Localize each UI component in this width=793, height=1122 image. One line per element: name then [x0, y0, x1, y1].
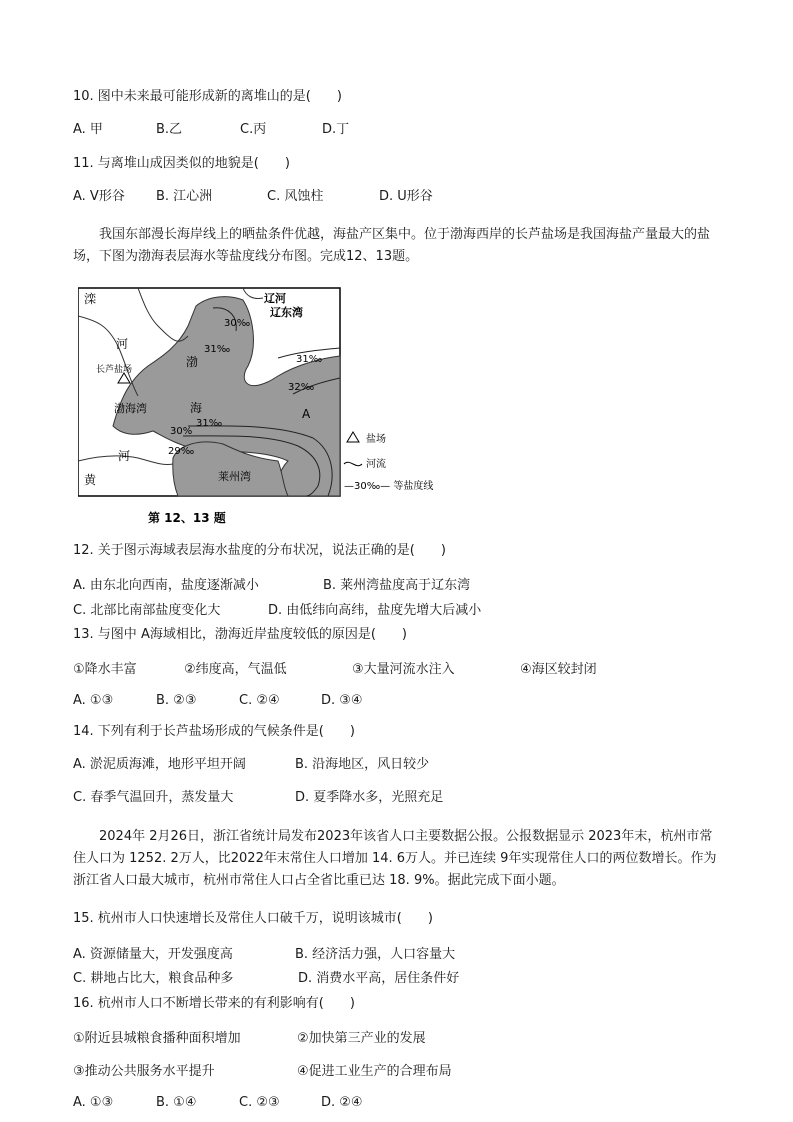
q12-option-d: D. 由低纬向高纬，盐度先增大后减小: [268, 603, 482, 618]
q16-statement-1: ①附近县城粮食播种面积增加: [73, 1031, 241, 1046]
question-11-stem: 11. 与离堆山成因类似的地貌是( ): [73, 156, 290, 171]
question-15-stem: 15. 杭州市人口快速增长及常住人口破千万，说明该城市( ): [73, 911, 433, 926]
q13-statement-2: ②纬度高，气温低: [184, 662, 287, 677]
q14-option-c: C. 春季气温回升，蒸发量大: [73, 790, 234, 805]
q14-option-d: D. 夏季降水多，光照充足: [295, 790, 444, 805]
label-A: A: [302, 407, 311, 421]
q13-option-d: D. ③④: [321, 693, 363, 708]
label-bo: 渤: [186, 355, 199, 369]
q13-option-a: A. ①③: [73, 693, 114, 708]
label-s31c: 31‰: [196, 418, 223, 429]
q16-option-b: B. ①④: [156, 1095, 197, 1110]
label-liaodongwan: 辽东湾: [270, 306, 303, 319]
q16-option-c: C. ②③: [239, 1095, 280, 1110]
q15-option-c: C. 耕地占比大，粮食品种多: [73, 971, 234, 986]
q10-option-b: B.乙: [156, 122, 183, 137]
legend-isoline: —30‰— 等盐度线: [344, 481, 434, 492]
q11-option-d: D. U形谷: [379, 189, 433, 204]
question-10-stem: 10. 图中未来最可能形成新的离堆山的是( ): [73, 89, 342, 104]
label-s31b: 31‰: [296, 354, 323, 365]
q16-statement-4: ④促进工业生产的合理布局: [297, 1064, 452, 1079]
question-16-stem: 16. 杭州市人口不断增长带来的有利影响有( ): [73, 996, 355, 1011]
q13-statement-4: ④海区较封闭: [520, 662, 597, 677]
label-s29: 29‰: [168, 446, 195, 457]
q11-option-b: B. 江心洲: [156, 189, 213, 204]
q14-option-a: A. 淤泥质海滩，地形平坦开阔: [73, 757, 246, 772]
q16-statement-2: ②加快第三产业的发展: [297, 1031, 426, 1046]
q10-option-c: C.丙: [240, 122, 267, 137]
label-he2: 河: [118, 449, 131, 463]
question-13-stem: 13. 与图中 A海域相比，渤海近岸盐度较低的原因是( ): [73, 627, 407, 642]
label-laizhouwan: 莱州湾: [218, 470, 251, 483]
q13-statement-3: ③大量河流水注入: [352, 662, 455, 677]
q10-option-a: A. 甲: [73, 122, 103, 137]
legend-river: 河流: [366, 459, 386, 470]
q16-option-d: D. ②④: [321, 1095, 363, 1110]
question-12-stem: 12. 关于图示海域表层海水盐度的分布状况，说法正确的是( ): [73, 543, 446, 558]
q13-option-c: C. ②④: [239, 693, 280, 708]
passage-hangzhou-population: 2024年 2月26日，浙江省统计局发布2023年该省人口主要数据公报。公报数据显示 2023年末，杭州市常住人口为 1252. 2万人，比2022年末常住人口增加 14. 6万人。并已连续 9年实现常住人口的两位数增长。作为浙江省人口最大城市，杭州市常住人口占全省比重已达 18. 9%。据此完成下面小题。: [73, 829, 717, 888]
q15-option-d: D. 消费水平高，居住条件好: [298, 971, 460, 986]
legend-saltfield: 盐场: [366, 434, 386, 445]
q13-option-b: B. ②③: [156, 693, 197, 708]
q14-option-b: B. 沿海地区，风日较少: [295, 757, 430, 772]
q11-option-a: A. V形谷: [73, 189, 125, 204]
label-s30a: 30‰: [224, 318, 251, 329]
label-s31a: 31‰: [204, 344, 231, 355]
label-s30b: 30%: [170, 426, 193, 437]
q13-statement-1: ①降水丰富: [73, 662, 137, 677]
q10-option-d: D.丁: [322, 122, 350, 137]
q12-option-a: A. 由东北向西南，盐度逐渐减小: [73, 578, 259, 593]
q15-option-a: A. 资源储量大，开发强度高: [73, 947, 233, 962]
q12-option-b: B. 莱州湾盐度高于辽东湾: [323, 578, 471, 593]
passage-salt-fields: 我国东部漫长海岸线上的晒盐条件优越，海盐产区集中。位于渤海西岸的长芦盐场是我国海盐产量最大的盐场，下图为渤海表层海水等盐度线分布图。完成12、13题。: [73, 227, 711, 264]
question-14-stem: 14. 下列有利于长芦盐场形成的气候条件是( ): [73, 724, 355, 739]
label-hai: 海: [190, 401, 203, 415]
map-caption: 第 12、13 题: [148, 511, 226, 525]
q12-option-c: C. 北部比南部盐度变化大: [73, 603, 221, 618]
q11-option-c: C. 风蚀柱: [267, 189, 324, 204]
q15-option-b: B. 经济活力强，人口容量大: [295, 947, 456, 962]
label-liaohe: 辽河: [264, 292, 286, 305]
label-s32: 32‰: [288, 382, 315, 393]
label-huang: 黄: [84, 473, 97, 487]
label-changlu: 长芦盐场: [96, 365, 133, 375]
q16-option-a: A. ①③: [73, 1095, 114, 1110]
label-bohaiwan: 渤海湾: [114, 402, 147, 415]
q16-statement-3: ③推动公共服务水平提升: [73, 1064, 215, 1079]
label-luan: 滦: [84, 292, 97, 306]
bohai-salinity-map: [78, 286, 448, 530]
label-he1: 河: [116, 337, 129, 351]
